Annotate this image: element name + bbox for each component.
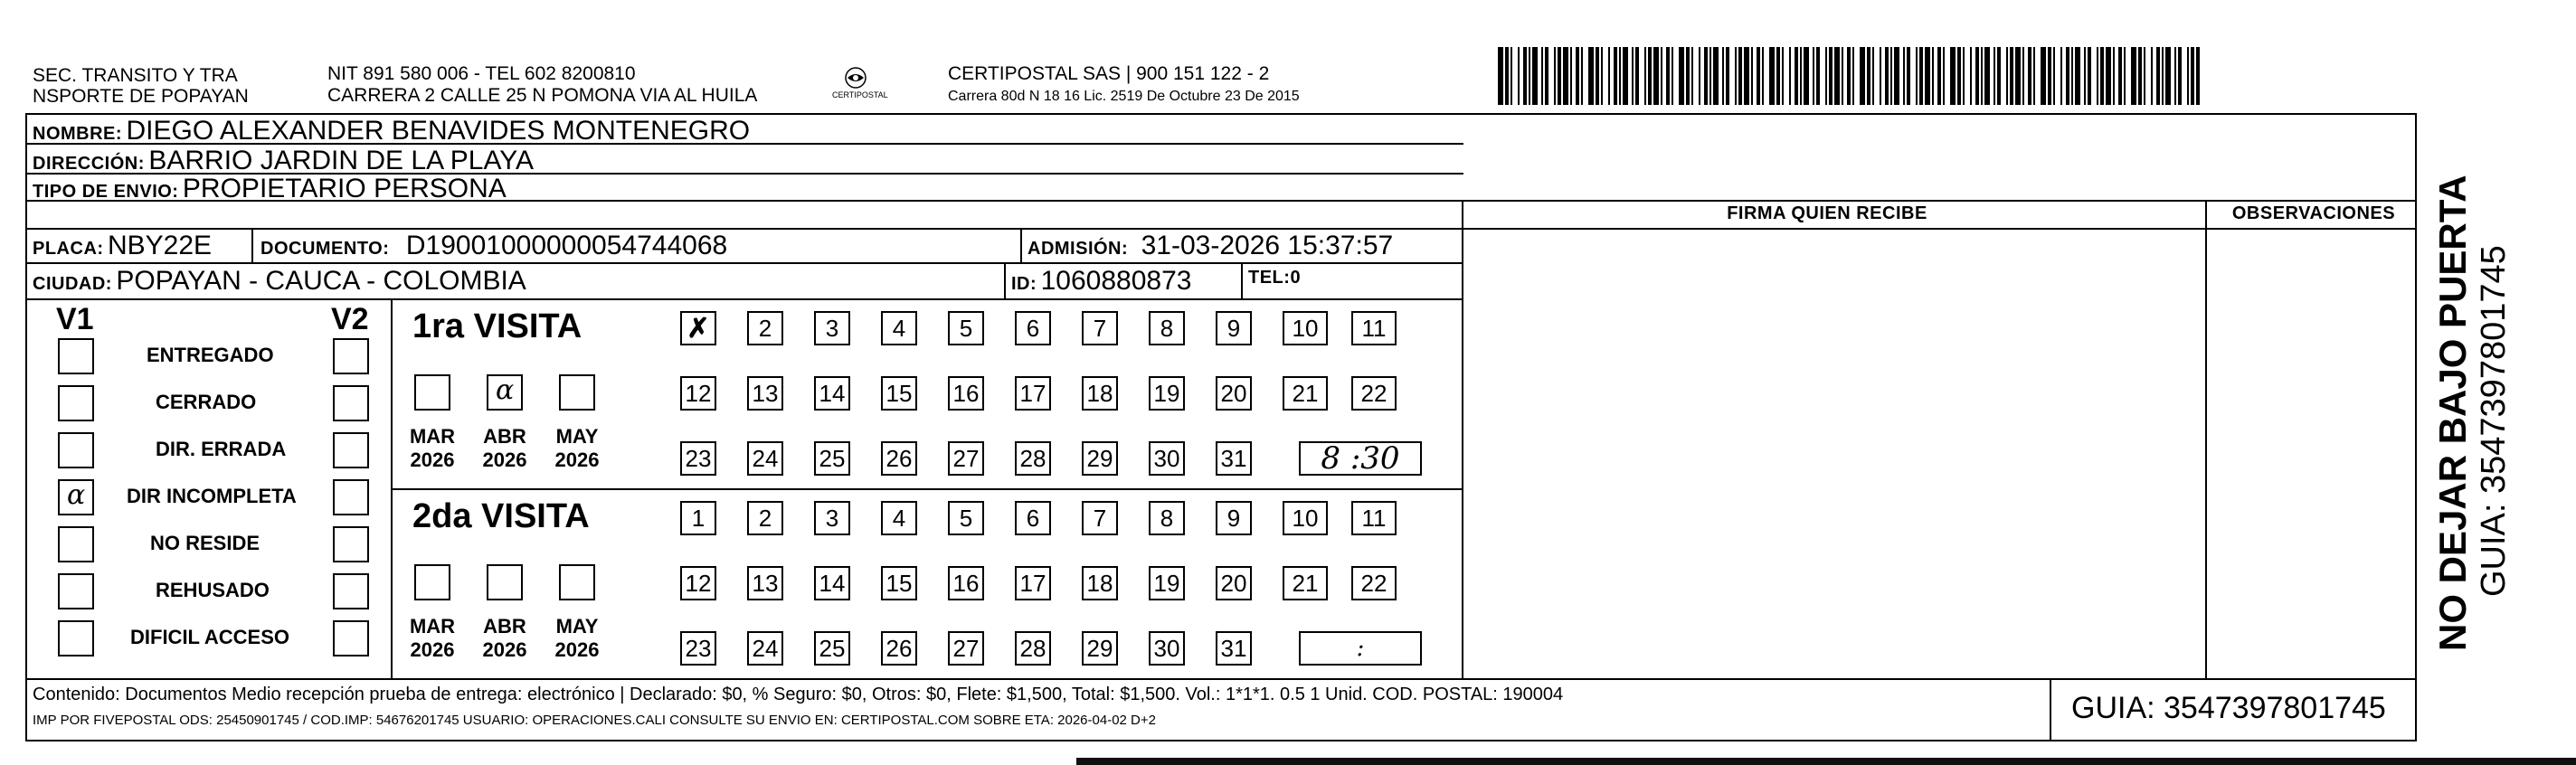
barcode-bar	[2118, 47, 2122, 105]
barcode-bar	[1632, 47, 1634, 105]
barcode-bar	[1963, 47, 1965, 105]
barcode-bar	[1950, 47, 1956, 105]
barcode-bar	[1825, 47, 1827, 105]
day-box[interactable]: 21	[1283, 376, 1328, 411]
tipo-envio-row	[33, 174, 507, 204]
day-box[interactable]: 2	[747, 311, 783, 345]
day-box[interactable]: 1	[680, 501, 716, 535]
barcode-bar	[1970, 47, 1972, 105]
barcode-bar	[1722, 47, 1724, 105]
visit-month-label	[405, 425, 459, 472]
contenido-line: Contenido: Documentos Medio recepción prueba de entrega: electrónico | Declarado: $0, % Seguro: $0, Otros: $0, Flete: $1,500, Total: $1,500. Vol.: 1*1*1. 0.5 1 Unid. COD. POSTAL: 190004	[33, 685, 1564, 704]
v1-checkbox[interactable]	[58, 573, 94, 609]
day-box[interactable]: 27	[948, 441, 984, 476]
v2-checkbox[interactable]	[333, 338, 369, 374]
barcode-bar	[1653, 47, 1659, 105]
day-box[interactable]: 3	[814, 311, 850, 345]
day-box[interactable]: 26	[881, 441, 917, 476]
day-box[interactable]: 30	[1149, 631, 1185, 666]
barcode-bar	[2187, 47, 2189, 105]
documento-value: D19001000000054744068	[405, 231, 728, 260]
barcode-bar	[2066, 47, 2069, 105]
day-box[interactable]: ✗	[680, 311, 716, 345]
tel-cell	[1248, 268, 1301, 288]
barcode-bar	[1816, 47, 1820, 105]
day-box[interactable]: 24	[747, 631, 783, 666]
documento-label: DOCUMENTO:	[260, 239, 390, 259]
day-box[interactable]: 5	[948, 501, 984, 535]
barcode-bar	[2048, 47, 2051, 105]
barcode-bar	[1943, 47, 1945, 105]
nombre-label: NOMBRE:	[33, 124, 123, 144]
barcode	[1498, 47, 2200, 105]
nombre-value: DIEGO ALEXANDER BENAVIDES MONTENEGRO	[126, 116, 751, 146]
day-box[interactable]: 31	[1216, 441, 1252, 476]
day-box[interactable]: 21	[1283, 566, 1328, 600]
day-box[interactable]: 19	[1149, 566, 1185, 600]
courier-address-line: Carrera 80d N 18 16 Lic. 2519 De Octubre 23 De 2015	[948, 89, 1300, 104]
day-box[interactable]: 17	[1015, 566, 1051, 600]
day-box[interactable]: 29	[1082, 441, 1118, 476]
barcode-bar	[1842, 47, 1843, 105]
placa-value: NBY22E	[108, 231, 213, 260]
day-box[interactable]: 30	[1149, 441, 1185, 476]
barcode-bar	[1704, 47, 1708, 105]
barcode-bar	[1937, 47, 1941, 105]
barcode-bar	[1570, 47, 1572, 105]
barcode-bar	[1984, 47, 1990, 105]
barcode-bar	[1885, 47, 1889, 105]
barcode-bar	[1661, 47, 1662, 105]
barcode-bar	[1699, 47, 1700, 105]
visit-month-checkbox[interactable]	[414, 374, 450, 411]
month-name: ABR	[483, 425, 526, 448]
barcode-bar	[2124, 47, 2126, 105]
day-box[interactable]: 22	[1351, 566, 1397, 600]
barcode-bar	[1769, 47, 1775, 105]
barcode-bar	[2178, 47, 2182, 105]
day-box[interactable]: 25	[814, 441, 850, 476]
visit-month-checkbox[interactable]	[414, 564, 450, 600]
v2-checkbox[interactable]	[333, 385, 369, 421]
day-box[interactable]: 17	[1015, 376, 1051, 411]
certipostal-logo	[832, 65, 888, 103]
barcode-bar	[2191, 47, 2194, 105]
barcode-bar	[2010, 47, 2013, 105]
day-box[interactable]: 11	[1351, 501, 1397, 535]
direccion-row	[33, 146, 534, 176]
footer-guia: GUIA: 3547397801745	[2071, 691, 2386, 725]
barcode-bar	[1726, 47, 1729, 105]
visit-month-checkbox[interactable]	[487, 374, 523, 411]
month-name: MAY	[555, 425, 599, 448]
barcode-bar	[1997, 47, 2001, 105]
day-box[interactable]: 2	[747, 501, 783, 535]
barcode-bar	[1601, 47, 1603, 105]
barcode-bar	[2022, 47, 2024, 105]
barcode-bar	[2088, 47, 2091, 105]
barcode-bar	[1554, 47, 1556, 105]
day-box[interactable]: 20	[1216, 566, 1252, 600]
barcode-bar	[1932, 47, 1934, 105]
barcode-bar	[1762, 47, 1764, 105]
month-year: 2026	[410, 449, 455, 471]
id-cell	[1011, 266, 1191, 297]
barcode-bar	[2174, 47, 2176, 105]
v2-header: V2	[331, 302, 369, 336]
day-box[interactable]: 10	[1283, 311, 1328, 345]
barcode-bar	[1738, 47, 1742, 105]
barcode-bar	[1757, 47, 1760, 105]
barcode-bar	[1691, 47, 1693, 105]
barcode-bar	[1957, 47, 1961, 105]
day-box[interactable]: 16	[948, 566, 984, 600]
barcode-bar	[2138, 47, 2142, 105]
barcode-bar	[1804, 47, 1809, 105]
day-box[interactable]: 8	[1149, 311, 1185, 345]
month-name: MAR	[409, 425, 456, 448]
barcode-bar	[1744, 47, 1749, 105]
day-box[interactable]: 14	[814, 376, 850, 411]
ciudad-label: CIUDAD:	[33, 274, 112, 294]
barcode-bar	[1975, 47, 1979, 105]
visit-title: 1ra VISITA	[412, 307, 582, 345]
status-option-label: DIR INCOMPLETA	[127, 485, 297, 507]
courier-name-line: CERTIPOSTAL SAS | 900 151 122 - 2	[948, 63, 1270, 84]
documento-cell	[260, 231, 727, 261]
v1-checkbox[interactable]	[58, 620, 94, 656]
visit-time-box[interactable]: 8 :30	[1299, 441, 1422, 476]
visit-month-checkbox[interactable]	[559, 564, 595, 600]
barcode-bar	[2028, 47, 2031, 105]
status-option-label: CERRADO	[156, 391, 257, 413]
barcode-bar	[1925, 47, 1930, 105]
visit-time-box[interactable]: :	[1299, 631, 1422, 666]
barcode-bar	[1782, 47, 1784, 105]
month-year: 2026	[482, 638, 527, 661]
barcode-bar	[1523, 47, 1527, 105]
day-box[interactable]: 22	[1351, 376, 1397, 411]
day-box[interactable]: 15	[881, 376, 917, 411]
v1-check-mark: α	[67, 479, 86, 511]
barcode-bar	[1800, 47, 1802, 105]
barcode-bar	[1588, 47, 1594, 105]
day-box[interactable]: 11	[1351, 311, 1397, 345]
day-box[interactable]: 5	[948, 311, 984, 345]
day-box[interactable]: 13	[747, 566, 783, 600]
barcode-bar	[1608, 47, 1610, 105]
day-box[interactable]: 23	[680, 631, 716, 666]
barcode-bar	[2144, 47, 2145, 105]
entity-name-line2: NSPORTE DE POPAYAN	[33, 86, 249, 107]
nit-line: NIT 891 580 006 - TEL 602 8200810	[327, 63, 636, 84]
admision-cell	[1028, 231, 1393, 261]
month-year: 2026	[554, 449, 600, 471]
direccion-value: BARRIO JARDIN DE LA PLAYA	[148, 146, 535, 175]
day-box[interactable]: 25	[814, 631, 850, 666]
id-value: 1060880873	[1040, 266, 1192, 296]
barcode-bar	[1919, 47, 1923, 105]
barcode-bar	[2113, 47, 2115, 105]
barcode-bar	[1907, 47, 1910, 105]
barcode-bar	[1666, 47, 1670, 105]
visit-month-label	[550, 615, 604, 662]
visit-month-checkbox[interactable]	[559, 374, 595, 411]
barcode-bar	[1994, 47, 1995, 105]
barcode-bar	[2165, 47, 2171, 105]
barcode-bar	[1532, 47, 1538, 105]
status-option-label: ENTREGADO	[147, 344, 274, 366]
scan-edge	[1076, 758, 2576, 765]
visit-month-label	[550, 425, 604, 472]
address-line: CARRERA 2 CALLE 25 N POMONA VIA AL HUILA	[327, 85, 758, 106]
barcode-bar	[1541, 47, 1543, 105]
barcode-bar	[2071, 47, 2073, 105]
barcode-bar	[1505, 47, 1509, 105]
barcode-bar	[1872, 47, 1874, 105]
barcode-bar	[1789, 47, 1791, 105]
barcode-bar	[1518, 47, 1520, 105]
barcode-bar	[2084, 47, 2086, 105]
tel-label: TEL:	[1248, 268, 1291, 288]
barcode-bar	[1795, 47, 1798, 105]
day-box[interactable]: 23	[680, 441, 716, 476]
barcode-bar	[1847, 47, 1851, 105]
status-option-label: REHUSADO	[156, 579, 270, 601]
month-check-mark: α	[496, 374, 515, 406]
placa-cell	[33, 231, 212, 261]
month-name: MAY	[555, 615, 599, 638]
day-box[interactable]: 20	[1216, 376, 1252, 411]
month-year: 2026	[554, 638, 600, 661]
visit-month-label	[478, 425, 532, 472]
barcode-bar	[1558, 47, 1561, 105]
barcode-bar	[2106, 47, 2111, 105]
ciudad-value: POPAYAN - CAUCA - COLOMBIA	[116, 266, 526, 296]
tel-value: 0	[1290, 268, 1302, 288]
month-name: ABR	[483, 615, 526, 638]
barcode-bar	[1829, 47, 1833, 105]
barcode-bar	[2151, 47, 2153, 105]
nombre-row	[33, 116, 750, 146]
v2-checkbox[interactable]	[333, 526, 369, 562]
barcode-bar	[1894, 47, 1899, 105]
barcode-bar	[2075, 47, 2080, 105]
day-box[interactable]: 13	[747, 376, 783, 411]
v1-checkbox[interactable]	[58, 385, 94, 421]
barcode-bar	[1648, 47, 1652, 105]
barcode-bar	[1623, 47, 1628, 105]
day-box[interactable]: 12	[680, 566, 716, 600]
day-box[interactable]: 15	[881, 566, 917, 600]
barcode-bar	[1596, 47, 1599, 105]
day-box[interactable]: 4	[881, 501, 917, 535]
day-box[interactable]: 7	[1082, 311, 1118, 345]
id-label: ID:	[1011, 274, 1037, 294]
day-box[interactable]: 31	[1216, 631, 1252, 666]
barcode-bar	[2060, 47, 2062, 105]
barcode-bar	[1529, 47, 1530, 105]
visit-month-checkbox[interactable]	[487, 564, 523, 600]
visit-month-label	[478, 615, 532, 662]
visit-month-label	[405, 615, 459, 662]
barcode-bar	[1867, 47, 1870, 105]
barcode-bar	[1576, 47, 1579, 105]
barcode-bar	[2196, 47, 2200, 105]
barcode-bar	[1644, 47, 1646, 105]
day-box[interactable]: 19	[1149, 376, 1185, 411]
admision-label: ADMISIÓN:	[1028, 239, 1129, 259]
barcode-bar	[1545, 47, 1548, 105]
no-dejar-bajo-puerta: NO DEJAR BAJO PUERTA	[2431, 175, 2474, 651]
ciudad-cell	[33, 266, 526, 297]
v2-checkbox[interactable]	[333, 479, 369, 515]
v1-checkbox[interactable]	[58, 338, 94, 374]
direccion-label: DIRECCIÓN:	[33, 154, 145, 174]
v1-checkbox[interactable]	[58, 526, 94, 562]
v1-checkbox[interactable]	[58, 479, 94, 515]
day-box[interactable]: 6	[1015, 311, 1051, 345]
day-box[interactable]: 6	[1015, 501, 1051, 535]
barcode-bar	[2041, 47, 2046, 105]
v2-checkbox[interactable]	[333, 432, 369, 468]
barcode-bar	[1511, 47, 1512, 105]
barcode-bar	[1852, 47, 1854, 105]
v1-checkbox[interactable]	[58, 432, 94, 468]
v2-checkbox[interactable]	[333, 573, 369, 609]
placa-label: PLACA:	[33, 239, 104, 259]
barcode-bar	[1563, 47, 1568, 105]
barcode-bar	[2162, 47, 2164, 105]
barcode-bar	[1813, 47, 1814, 105]
barcode-bar	[1498, 47, 1503, 105]
barcode-bar	[2097, 47, 2098, 105]
barcode-bar	[1619, 47, 1621, 105]
barcode-bar	[1903, 47, 1905, 105]
visit-title: 2da VISITA	[412, 497, 590, 535]
barcode-bar	[1860, 47, 1865, 105]
day-box[interactable]: 18	[1082, 566, 1118, 600]
day-box[interactable]: 10	[1283, 501, 1328, 535]
observaciones-header: OBSERVACIONES	[2231, 203, 2396, 223]
barcode-bar	[1635, 47, 1639, 105]
barcode-bar	[1686, 47, 1690, 105]
day-box[interactable]: 29	[1082, 631, 1118, 666]
status-option-label: DIR. ERRADA	[156, 438, 287, 460]
firma-header: FIRMA QUIEN RECIBE	[1727, 203, 1927, 223]
admision-value: 31-03-2026 15:37:57	[1141, 231, 1394, 260]
barcode-bar	[2053, 47, 2055, 105]
day-box[interactable]: 16	[948, 376, 984, 411]
barcode-bar	[1709, 47, 1711, 105]
barcode-bar	[1679, 47, 1684, 105]
logo-text: CERTIPOSTAL	[832, 90, 888, 99]
side-guia: GUIA: 3547397801745	[2475, 245, 2513, 597]
barcode-bar	[1614, 47, 1617, 105]
barcode-bar	[2131, 47, 2136, 105]
day-box[interactable]: 12	[680, 376, 716, 411]
day-box[interactable]: 8	[1149, 501, 1185, 535]
status-option-label: NO RESIDE	[150, 532, 260, 554]
day-box[interactable]: 26	[881, 631, 917, 666]
v1-header: V1	[56, 302, 94, 336]
barcode-bar	[2006, 47, 2008, 105]
barcode-bar	[2033, 47, 2035, 105]
barcode-bar	[1672, 47, 1673, 105]
day-box[interactable]: 3	[814, 501, 850, 535]
barcode-bar	[1880, 47, 1881, 105]
barcode-bar	[2015, 47, 2021, 105]
day-box[interactable]: 18	[1082, 376, 1118, 411]
day-box[interactable]: 4	[881, 311, 917, 345]
barcode-bar	[2156, 47, 2160, 105]
barcode-bar	[1981, 47, 1983, 105]
day-box[interactable]: 7	[1082, 501, 1118, 535]
tipo-envio-value: PROPIETARIO PERSONA	[182, 174, 507, 203]
day-box[interactable]: 9	[1216, 501, 1252, 535]
day-box[interactable]: 27	[948, 631, 984, 666]
day-box[interactable]: 24	[747, 441, 783, 476]
v2-checkbox[interactable]	[333, 620, 369, 656]
month-year: 2026	[482, 449, 527, 471]
day-box[interactable]: 28	[1015, 631, 1051, 666]
barcode-bar	[1751, 47, 1753, 105]
tipo-envio-label: TIPO DE ENVIO:	[33, 182, 179, 202]
month-name: MAR	[409, 615, 456, 638]
barcode-bar	[1776, 47, 1780, 105]
entity-name-line1: SEC. TRANSITO Y TRA	[33, 65, 238, 86]
day-box[interactable]: 9	[1216, 311, 1252, 345]
barcode-bar	[1735, 47, 1737, 105]
barcode-bar	[1713, 47, 1719, 105]
barcode-bar	[2100, 47, 2104, 105]
barcode-bar	[1581, 47, 1583, 105]
day-box[interactable]: 14	[814, 566, 850, 600]
month-year: 2026	[410, 638, 455, 661]
imp-line: IMP POR FIVEPOSTAL ODS: 25450901745 / COD.IMP: 54676201745 USUARIO: OPERACIONES.CALI CONSULTE SU ENVIO EN: CERTIPOSTAL.COM SOBRE ETA: 2026-04-02 D+2	[33, 713, 1156, 728]
barcode-bar	[1834, 47, 1840, 105]
barcode-bar	[1890, 47, 1892, 105]
day-box[interactable]: 28	[1015, 441, 1051, 476]
barcode-bar	[1916, 47, 1918, 105]
status-option-label: DIFICIL ACCESO	[130, 626, 290, 648]
